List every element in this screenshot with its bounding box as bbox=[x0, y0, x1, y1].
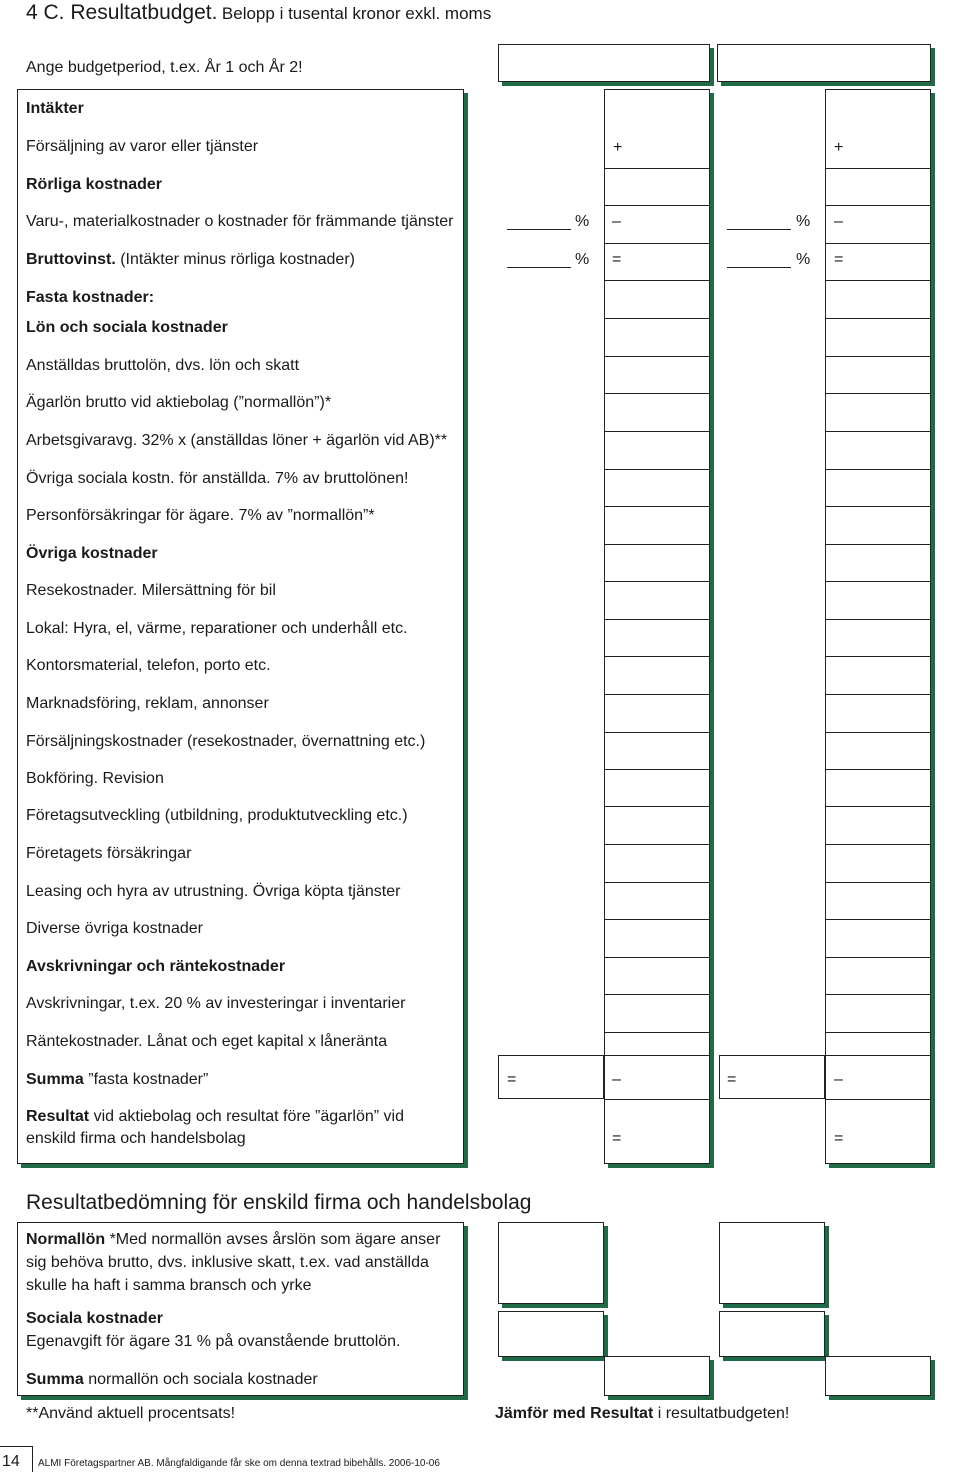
assessment-summa-rest: normallön och sociala kostnader bbox=[83, 1371, 318, 1388]
value-row-separator bbox=[604, 619, 710, 620]
value-row-separator bbox=[825, 544, 931, 545]
varu-percent-input-y2[interactable] bbox=[727, 229, 791, 230]
minus-sign-summa-y2: – bbox=[834, 1071, 843, 1088]
page-number: 14 bbox=[2, 1453, 20, 1470]
footnote: **Använd aktuell procentsats! bbox=[26, 1405, 236, 1422]
compare-note bbox=[495, 1404, 789, 1424]
value-row-separator bbox=[604, 994, 710, 995]
equals-sign-y2: = bbox=[834, 251, 844, 268]
minus-sign-summa-y1: – bbox=[612, 1071, 621, 1088]
anstalldas-label: Anställdas bruttolön, dvs. lön och skatt bbox=[26, 357, 300, 374]
value-row-separator bbox=[604, 806, 710, 807]
summa-rest: ”fasta kostnader” bbox=[83, 1071, 209, 1088]
value-row-separator bbox=[604, 732, 710, 733]
marknad-label: Marknadsföring, reklam, annonser bbox=[26, 695, 269, 712]
value-row-separator bbox=[825, 1032, 931, 1033]
normallon-bold: Normallön bbox=[26, 1231, 106, 1248]
sociala-text: Egenavgift för ägare 31 % på ovanstående bruttolön. bbox=[26, 1333, 401, 1350]
value-row-separator bbox=[604, 506, 710, 507]
varu-percent-input-y1[interactable] bbox=[507, 229, 571, 230]
bruttovinst-percent-input-y1[interactable] bbox=[507, 267, 571, 268]
foretagsutv-label: Företagsutveckling (utbildning, produktutveckling etc.) bbox=[26, 807, 408, 824]
assessment-summa-y2[interactable] bbox=[825, 1356, 931, 1396]
fasta-heading: Fasta kostnader: bbox=[26, 289, 155, 306]
resultat-label bbox=[26, 1107, 404, 1127]
value-row-separator bbox=[604, 431, 710, 432]
value-row-separator bbox=[825, 619, 931, 620]
value-row-separator bbox=[825, 806, 931, 807]
footer-vertical-rule bbox=[32, 1446, 33, 1472]
value-row-separator bbox=[604, 919, 710, 920]
summa-bold: Summa bbox=[26, 1071, 84, 1088]
value-row-separator bbox=[825, 280, 931, 281]
value-row-separator bbox=[604, 581, 710, 582]
arbetsgivar-label: Arbetsgivaravg. 32% x (anställdas löner + ägarlön vid AB)** bbox=[26, 432, 448, 449]
minus-sign-y1: – bbox=[612, 213, 621, 230]
value-row-separator bbox=[604, 168, 710, 169]
bruttovinst-rest: (Intäkter minus rörliga kostnader) bbox=[115, 251, 355, 268]
period-year-2-input[interactable] bbox=[717, 44, 931, 82]
resultat-label-line2: enskild firma och handelsbolag bbox=[26, 1130, 246, 1147]
bruttovinst-percent-input-y2[interactable] bbox=[727, 267, 791, 268]
compare-rest: i resultatbudgeten! bbox=[653, 1405, 790, 1422]
ovriga-heading: Övriga kostnader bbox=[26, 545, 158, 562]
value-row-separator bbox=[604, 205, 710, 206]
leasing-label: Leasing och hyra av utrustning. Övriga köpta tjänster bbox=[26, 883, 401, 900]
resultat-bold: Resultat bbox=[26, 1108, 90, 1125]
plus-sign-y1: + bbox=[613, 139, 623, 156]
lon-heading: Lön och sociala kostnader bbox=[26, 319, 228, 336]
value-row-separator bbox=[825, 318, 931, 319]
normallon-line3: skulle ha haft i samma bransch och yrke bbox=[26, 1277, 312, 1294]
value-row-separator bbox=[604, 469, 710, 470]
forsaljning-label: Försäljning av varor eller tjänster bbox=[26, 138, 259, 155]
bokforing-label: Bokföring. Revision bbox=[26, 770, 164, 787]
value-row-separator bbox=[825, 469, 931, 470]
value-row-separator bbox=[825, 168, 931, 169]
value-row-separator bbox=[825, 994, 931, 995]
sociala-heading: Sociala kostnader bbox=[26, 1310, 163, 1327]
lokal-label: Lokal: Hyra, el, värme, reparationer och underhåll etc. bbox=[26, 620, 408, 637]
assessment-summa-bold: Summa bbox=[26, 1371, 84, 1388]
period-year-1-input[interactable] bbox=[498, 44, 710, 82]
personforsakring-label: Personförsäkringar för ägare. 7% av ”normallön”* bbox=[26, 507, 375, 524]
percent-sign: % bbox=[575, 251, 590, 268]
value-row-separator bbox=[604, 769, 710, 770]
value-row-separator bbox=[604, 957, 710, 958]
equals-sign-resultat-y2: = bbox=[834, 1130, 844, 1147]
value-row-separator bbox=[604, 844, 710, 845]
value-row-separator bbox=[825, 694, 931, 695]
assessment-normallon-y2[interactable] bbox=[719, 1222, 825, 1304]
page-title bbox=[26, 0, 491, 26]
ovriga-sociala-label: Övriga sociala kostn. för anställda. 7% av bruttolönen! bbox=[26, 470, 409, 487]
agarlon-label: Ägarlön brutto vid aktiebolag (”normallön”)* bbox=[26, 394, 332, 411]
footer-credit: ALMI Företagspartner AB. Mångfaldigande får ske om denna textrad bibehålls. 2006-10-06 bbox=[38, 1458, 440, 1469]
value-row-separator bbox=[604, 318, 710, 319]
value-row-separator bbox=[825, 581, 931, 582]
rorliga-heading: Rörliga kostnader bbox=[26, 176, 163, 193]
value-row-separator bbox=[604, 544, 710, 545]
value-row-separator bbox=[604, 393, 710, 394]
plus-sign-y2: + bbox=[834, 139, 844, 156]
value-row-separator bbox=[604, 1055, 710, 1056]
avskrivningar-label: Avskrivningar, t.ex. 20 % av investeringar i inventarier bbox=[26, 995, 406, 1012]
value-row-separator bbox=[825, 882, 931, 883]
equals-sign-summa-y2: = bbox=[727, 1071, 737, 1088]
bruttovinst-bold: Bruttovinst. bbox=[26, 251, 116, 268]
forsakringar-label: Företagets försäkringar bbox=[26, 845, 192, 862]
percent-sign: % bbox=[796, 251, 811, 268]
varu-label: Varu-, materialkostnader o kostnader för främmande tjänster bbox=[26, 213, 454, 230]
value-row-separator bbox=[604, 280, 710, 281]
value-row-separator bbox=[825, 1099, 931, 1100]
kontors-label: Kontorsmaterial, telefon, porto etc. bbox=[26, 657, 271, 674]
value-row-separator bbox=[825, 243, 931, 244]
normallon-line2: sig behöva brutto, dvs. inklusive skatt, t.ex. vad anställda bbox=[26, 1254, 429, 1271]
assessment-normallon-y1[interactable] bbox=[498, 1222, 604, 1304]
value-row-separator bbox=[825, 356, 931, 357]
assessment-sociala-y2[interactable] bbox=[719, 1311, 825, 1357]
forsaljningskost-label: Försäljningskostnader (resekostnader, övernattning etc.) bbox=[26, 733, 426, 750]
resekostnader-label: Resekostnader. Milersättning för bil bbox=[26, 582, 276, 599]
rantekost-label: Räntekostnader. Lånat och eget kapital x låneränta bbox=[26, 1033, 388, 1050]
value-row-separator bbox=[604, 694, 710, 695]
value-row-separator bbox=[825, 957, 931, 958]
normallon-text bbox=[26, 1230, 440, 1250]
summa-fasta-label bbox=[26, 1070, 208, 1090]
value-row-separator bbox=[825, 732, 931, 733]
value-row-separator bbox=[604, 1032, 710, 1033]
avskr-heading: Avskrivningar och räntekostnader bbox=[26, 958, 286, 975]
minus-sign-y2: – bbox=[834, 213, 843, 230]
value-row-separator bbox=[825, 506, 931, 507]
percent-sign: % bbox=[796, 213, 811, 230]
value-row-separator bbox=[825, 393, 931, 394]
assessment-title: Resultatbedömning för enskild firma och handelsbolag bbox=[26, 1191, 532, 1214]
assessment-sociala-y1[interactable] bbox=[498, 1311, 604, 1357]
equals-sign-y1: = bbox=[612, 251, 622, 268]
equals-sign-summa-y1: = bbox=[507, 1071, 517, 1088]
value-row-separator bbox=[825, 656, 931, 657]
value-row-separator bbox=[825, 769, 931, 770]
intakter-heading: Intäkter bbox=[26, 100, 84, 117]
percent-sign: % bbox=[575, 213, 590, 230]
value-row-separator bbox=[604, 656, 710, 657]
value-row-separator bbox=[825, 844, 931, 845]
value-row-separator bbox=[825, 919, 931, 920]
period-label: Ange budgetperiod, t.ex. År 1 och År 2! bbox=[26, 59, 303, 76]
value-row-separator bbox=[825, 205, 931, 206]
value-row-separator bbox=[604, 882, 710, 883]
title-main: 4 C. Resultatbudget. bbox=[26, 1, 218, 24]
bruttovinst-label bbox=[26, 250, 355, 270]
resultat-rest1: vid aktiebolag och resultat före ”ägarlön” vid bbox=[89, 1108, 404, 1125]
assessment-summa-label bbox=[26, 1370, 318, 1390]
assessment-summa-y1[interactable] bbox=[604, 1356, 710, 1396]
value-row-separator bbox=[604, 356, 710, 357]
value-row-separator bbox=[604, 1099, 710, 1100]
value-row-separator bbox=[825, 1055, 931, 1056]
diverse-label: Diverse övriga kostnader bbox=[26, 920, 203, 937]
value-row-separator bbox=[604, 243, 710, 244]
equals-sign-resultat-y1: = bbox=[612, 1130, 622, 1147]
compare-bold: Jämför med Resultat bbox=[495, 1405, 654, 1422]
footer-rule-left bbox=[0, 1446, 32, 1447]
title-sub: Belopp i tusental kronor exkl. moms bbox=[221, 4, 492, 23]
value-row-separator bbox=[825, 431, 931, 432]
normallon-rest1: *Med normallön avses årslön som ägare anser bbox=[105, 1231, 441, 1248]
